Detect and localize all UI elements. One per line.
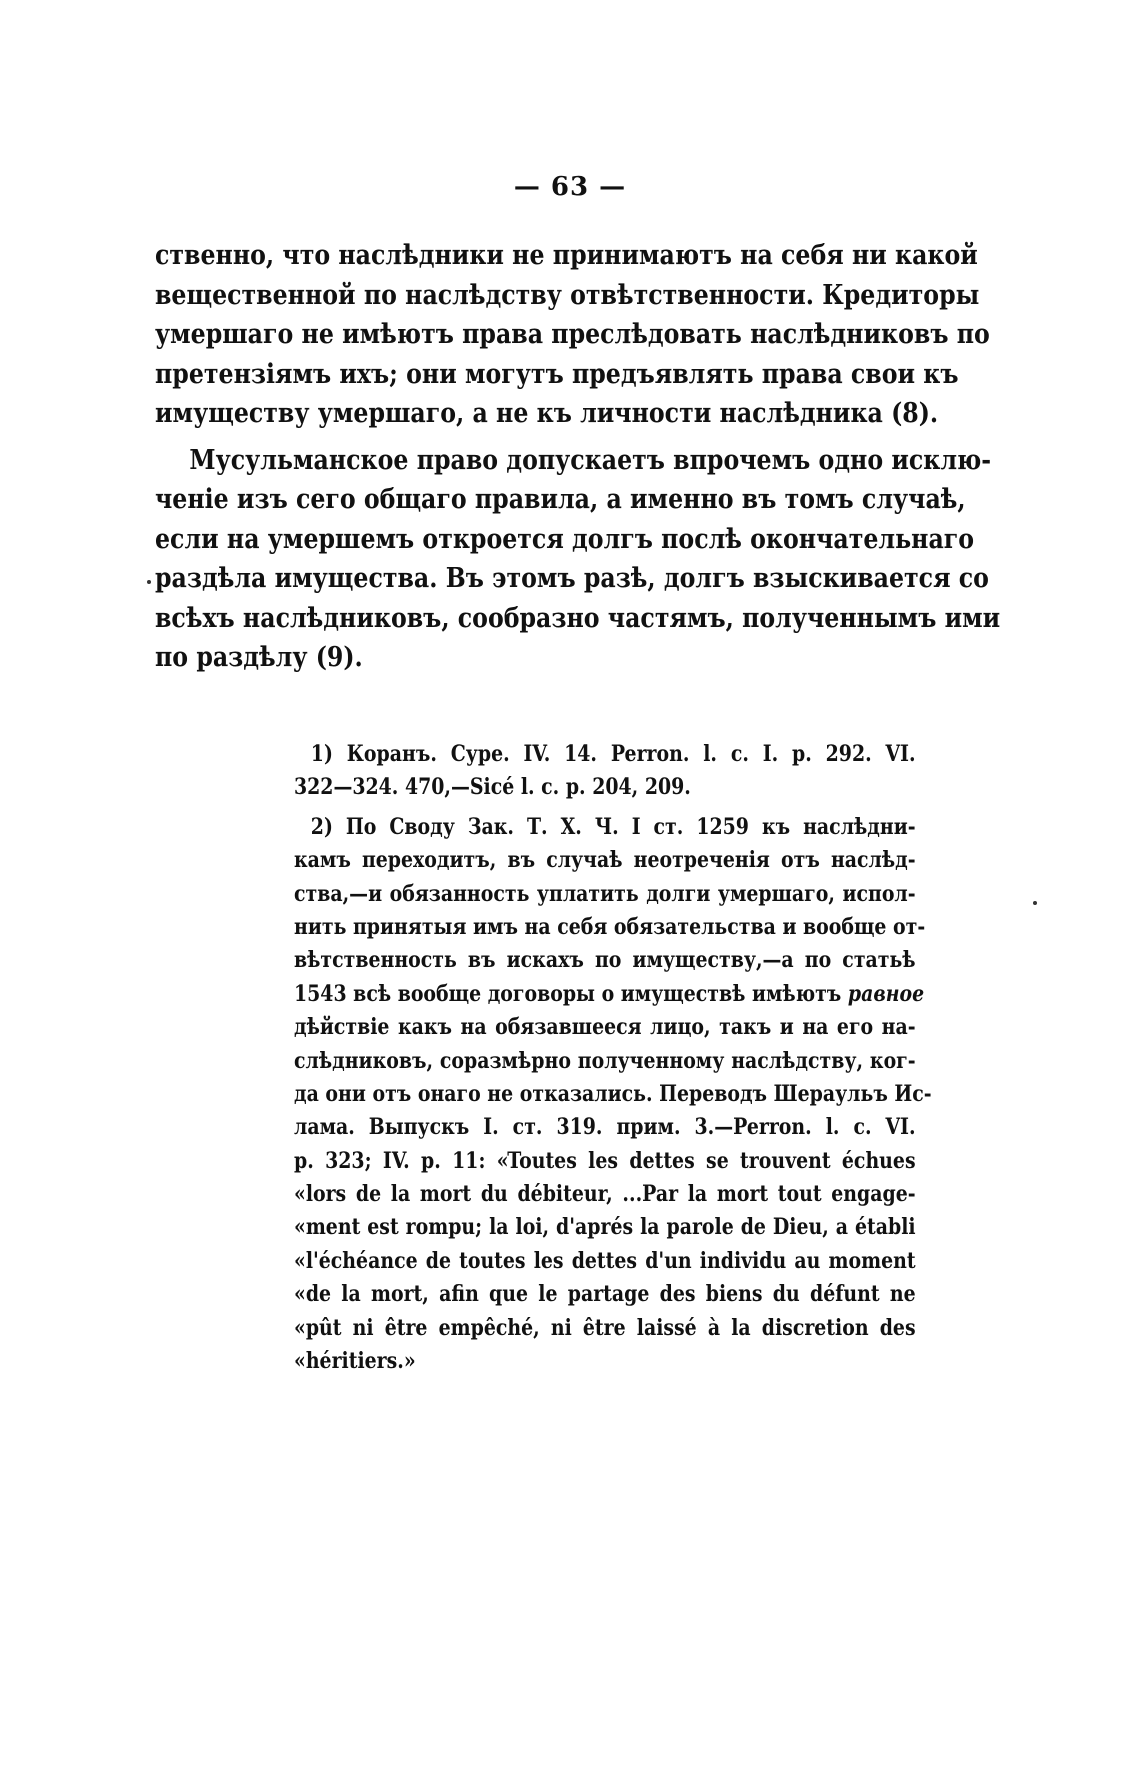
- italic-word: равное: [847, 980, 925, 1007]
- footnote-line: дѣйствіе какъ на обязавшееся лицо, такъ и на его на-: [294, 1014, 916, 1041]
- footnote-line: нить принятыя имъ на себя обязательства и вообще от-: [294, 913, 926, 940]
- text-line: раздѣла имущества. Въ этомъ разѣ, долгъ взыскивается со: [155, 562, 989, 594]
- text-line: вещественной по наслѣдству отвѣтственности. Кредиторы: [155, 278, 980, 311]
- text-line: умершаго не имѣютъ права преслѣдовать наслѣдниковъ по: [155, 318, 990, 350]
- footnote-line: «pût ni être empêché, ni être laissé à la discretion des: [294, 1314, 916, 1341]
- text-line: всѣхъ наслѣдниковъ, сообразно частямъ, полученнымъ ими: [155, 601, 1001, 634]
- footnote-line: 322—324. 470,—Sicé l. c. p. 204, 209.: [294, 774, 691, 801]
- text-line: если на умершемъ откроется долгъ послѣ окончательнаго: [155, 522, 975, 555]
- footnote-2: [294, 811, 932, 1379]
- footnote-line: вѣтственность въ искахъ по имуществу,—а по статьѣ: [294, 947, 916, 974]
- footnote-1: [294, 738, 916, 805]
- footnote-line-text: 1543 всѣ вообще договоры о имуществѣ имѣютъ: [294, 980, 842, 1007]
- ink-speck: [147, 580, 151, 584]
- footnotes: [294, 738, 932, 1378]
- footnote-line: камъ переходитъ, въ случаѣ неотреченія отъ наслѣд-: [294, 847, 916, 874]
- main-text: [155, 236, 1001, 678]
- text-line: ченіе изъ сего общаго правила, а именно въ томъ случаѣ,: [155, 483, 966, 515]
- text-line: Мусульманское право допускаетъ впрочемъ одно исклю-: [189, 443, 992, 476]
- footnote-line: «de la mort, afin que le partage des biens du défunt ne: [294, 1281, 916, 1308]
- footnote-line: 1) Коранъ. Суре. IV. 14. Perron. l. c. I. p. 292. VI.: [310, 741, 916, 767]
- footnote-line: «l'échéance de toutes les dettes d'un individu au moment: [294, 1247, 916, 1274]
- footnote-line: ства,—и обязанность уплатить долги умершаго, испол-: [294, 880, 916, 907]
- text-line: по раздѣлу (9).: [155, 641, 363, 673]
- footnote-line: [294, 978, 925, 1011]
- footnote-line: «lors de la mort du débiteur, ...Par la mort tout engage-: [294, 1181, 916, 1208]
- footnote-line: лама. Выпускъ I. ст. 319. прим. 3.—Perron. l. c. VI.: [294, 1114, 916, 1141]
- text-line: претензіямъ ихъ; они могутъ предъявлять права свои къ: [155, 357, 959, 390]
- footnote-line: «héritiers.»: [294, 1348, 416, 1375]
- paragraph-1: [155, 236, 990, 434]
- footnote-line: «ment est rompu; la loi, d'aprés la parole de Dieu, a établi: [294, 1214, 916, 1241]
- text-line: ственно, что наслѣдники не принимаютъ на себя ни какой: [155, 239, 978, 271]
- footnote-line: p. 323; IV. p. 11: «Toutes les dettes se trouvent échues: [294, 1147, 916, 1174]
- footnote-line: слѣдниковъ, соразмѣрно полученному наслѣдству, ког-: [294, 1047, 916, 1074]
- page-number: — 63 —: [513, 172, 627, 202]
- text-line: имуществу умершаго, а не къ личности наслѣдника (8).: [155, 397, 939, 429]
- footnote-line: да они отъ онаго не отказались. Переводъ Шераульъ Ис-: [294, 1080, 932, 1107]
- ink-speck: [1033, 901, 1037, 905]
- footnote-line: 2) По Своду Зак. Т. X. Ч. I ст. 1259 къ наслѣдни-: [310, 813, 916, 840]
- paragraph-2: [155, 441, 1001, 678]
